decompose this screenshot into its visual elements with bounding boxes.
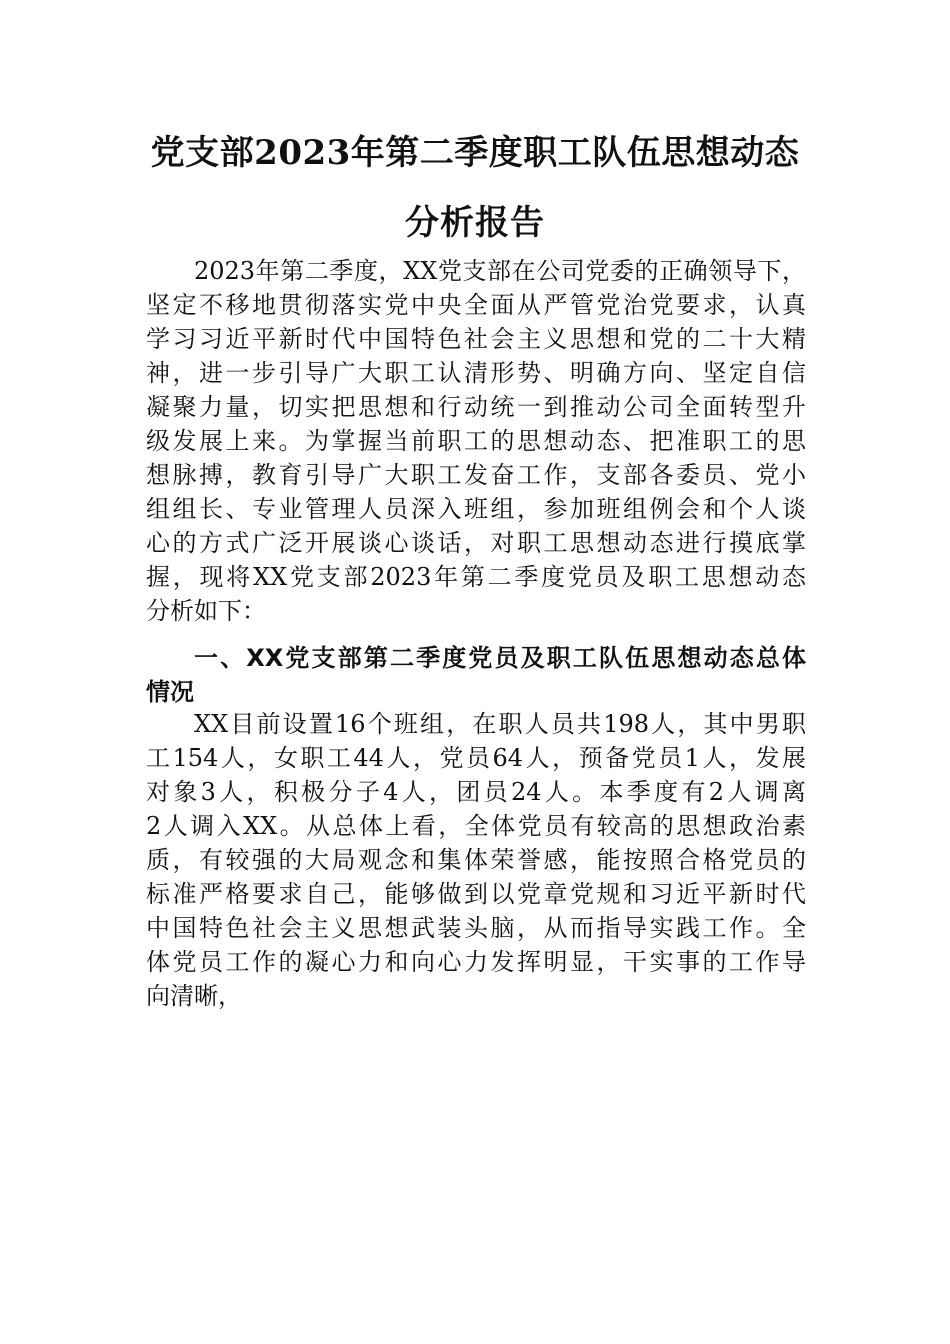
paragraph-line: 坚定不移地贯彻落实党中央全面从严管党治党要求，认真 [146,291,806,319]
paragraph-line: 握，现将XX党支部2023年第二季度党员及职工思想动态 [146,563,806,591]
paragraph-line: 神，进一步引导广大职工认清形势、明确方向、坚定自信 [146,359,806,387]
paragraph-line: 凝聚力量，切实把思想和行动统一到推动公司全面转型升 [146,393,806,421]
document-title-line-1: 党支部2023年第二季度职工队伍思想动态 [150,133,800,173]
paragraph-line: 对象3人，积极分子4人，团员24人。本季度有2人调离 [146,778,806,806]
paragraph-line: 标准严格要求自己，能够做到以党章党规和习近平新时代 [146,880,806,908]
paragraph-line: 2人调入XX。从总体上看，全体党员有较高的思想政治素 [146,812,806,840]
paragraph-line: 质，有较强的大局观念和集体荣誉感，能按照合格党员的 [146,846,806,874]
document-title-line-2: 分析报告 [405,203,545,243]
paragraph-line: 心的方式广泛开展谈心谈话，对职工思想动态进行摸底掌 [146,529,806,557]
paragraph-line: 中国特色社会主义思想武装头脑，从而指导实践工作。全 [146,914,806,942]
section-heading-line: 情况 [146,678,194,706]
section-heading-line: 一、XX党支部第二季度党员及职工队伍思想动态总体 [194,644,806,672]
paragraph-line: 工154人，女职工44人，党员64人，预备党员1人，发展 [146,744,806,772]
paragraph-line: 2023年第二季度，XX党支部在公司党委的正确领导下， [194,257,806,285]
paragraph-line: 级发展上来。为掌握当前职工的思想动态、把准职工的思 [146,427,806,455]
paragraph-line: 向清晰， [146,982,242,1010]
paragraph-line: 组组长、专业管理人员深入班组，参加班组例会和个人谈 [146,495,806,523]
paragraph-line: XX目前设置16个班组，在职人员共198人，其中男职 [194,710,806,738]
paragraph-line: 分析如下： [146,597,266,625]
paragraph-line: 学习习近平新时代中国特色社会主义思想和党的二十大精 [146,325,806,353]
paragraph-line: 体党员工作的凝心力和向心力发挥明显，干实事的工作导 [146,948,806,976]
paragraph-line: 想脉搏，教育引导广大职工发奋工作，支部各委员、党小 [146,461,806,489]
